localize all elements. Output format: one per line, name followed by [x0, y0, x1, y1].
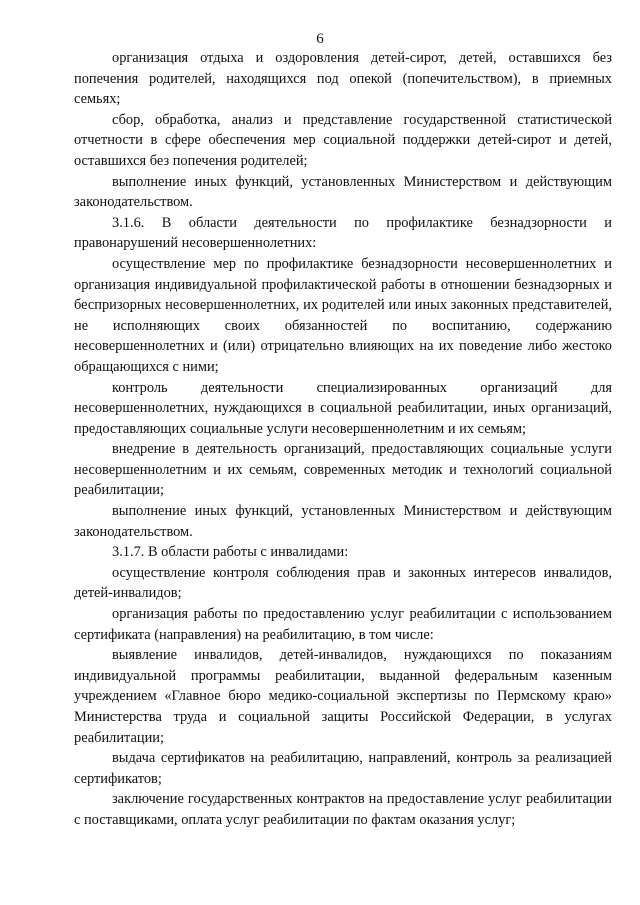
paragraph: выполнение иных функций, установленных Министерством и действующим законодательством. [74, 503, 612, 540]
paragraph: организация работы по предоставлению услуг реабилитации с использованием сертификата (направления) на реабилитацию, в том числе: [74, 606, 612, 643]
document-body [74, 48, 612, 831]
paragraph: выполнение иных функций, установленных Министерством и действующим законодательством. [74, 173, 612, 211]
section-heading-3-1-7: 3.1.7. В области работы с инвалидами: [112, 544, 349, 561]
paragraph: осуществление контроля соблюдения прав и законных интересов инвалидов, детей-инвалидов; [74, 564, 612, 602]
paragraph: выявление инвалидов, детей-инвалидов, нуждающихся по показаниям индивидуальной программы реабилитации, выданной федеральным казенным учреждением «Главное бюро медико-социальной экспертизы по Пермскому краю» Министерства труда и социальной защиты Российской Федерации, в услугах реабилитации; [74, 647, 612, 746]
page-number: 6 [316, 31, 324, 47]
paragraph: заключение государственных контрактов на предоставление услуг реабилитации с поставщиками, оплата услуг реабилитации по фактам оказания услуг; [74, 791, 612, 828]
section-heading-3-1-6: 3.1.6. В области деятельности по профилактике безнадзорности и правонарушений несовершеннолетних: [74, 214, 612, 252]
paragraph: внедрение в деятельность организаций, предоставляющих социальные услуги несовершеннолетним и их семьям, современных методик и технологий социальной реабилитации; [74, 441, 612, 499]
paragraph: контроль деятельности специализированных организаций для несовершеннолетних, нуждающихся в социальной реабилитации, иных организаций, предоставляющих социальные услуги несовершеннолетним и их семьям; [74, 379, 612, 437]
paragraph: организация отдыха и оздоровления детей-сирот, детей, оставшихся без попечения родителей, находящихся под опекой (попечительством), в приемных семьях; [74, 50, 612, 108]
paragraph: выдача сертификатов на реабилитацию, направлений, контроль за реализацией сертификатов; [74, 750, 612, 787]
paragraph: сбор, обработка, анализ и представление государственной статистической отчетности в сфере обеспечения мер социальной поддержки детей-сирот и детей, оставшихся без попечения родителей; [74, 111, 612, 169]
paragraph: осуществление мер по профилактике безнадзорности несовершеннолетних и организация индивидуальной профилактической работы в отношении безнадзорных и беспризорных несовершеннолетних, их родителей или иных законных представителей, не исполняющих своих обязанностей по воспитанию, содержанию несовершеннолетних и (или) отрицательно влияющих на их поведение либо жестоко обращающихся с ними; [74, 255, 612, 375]
